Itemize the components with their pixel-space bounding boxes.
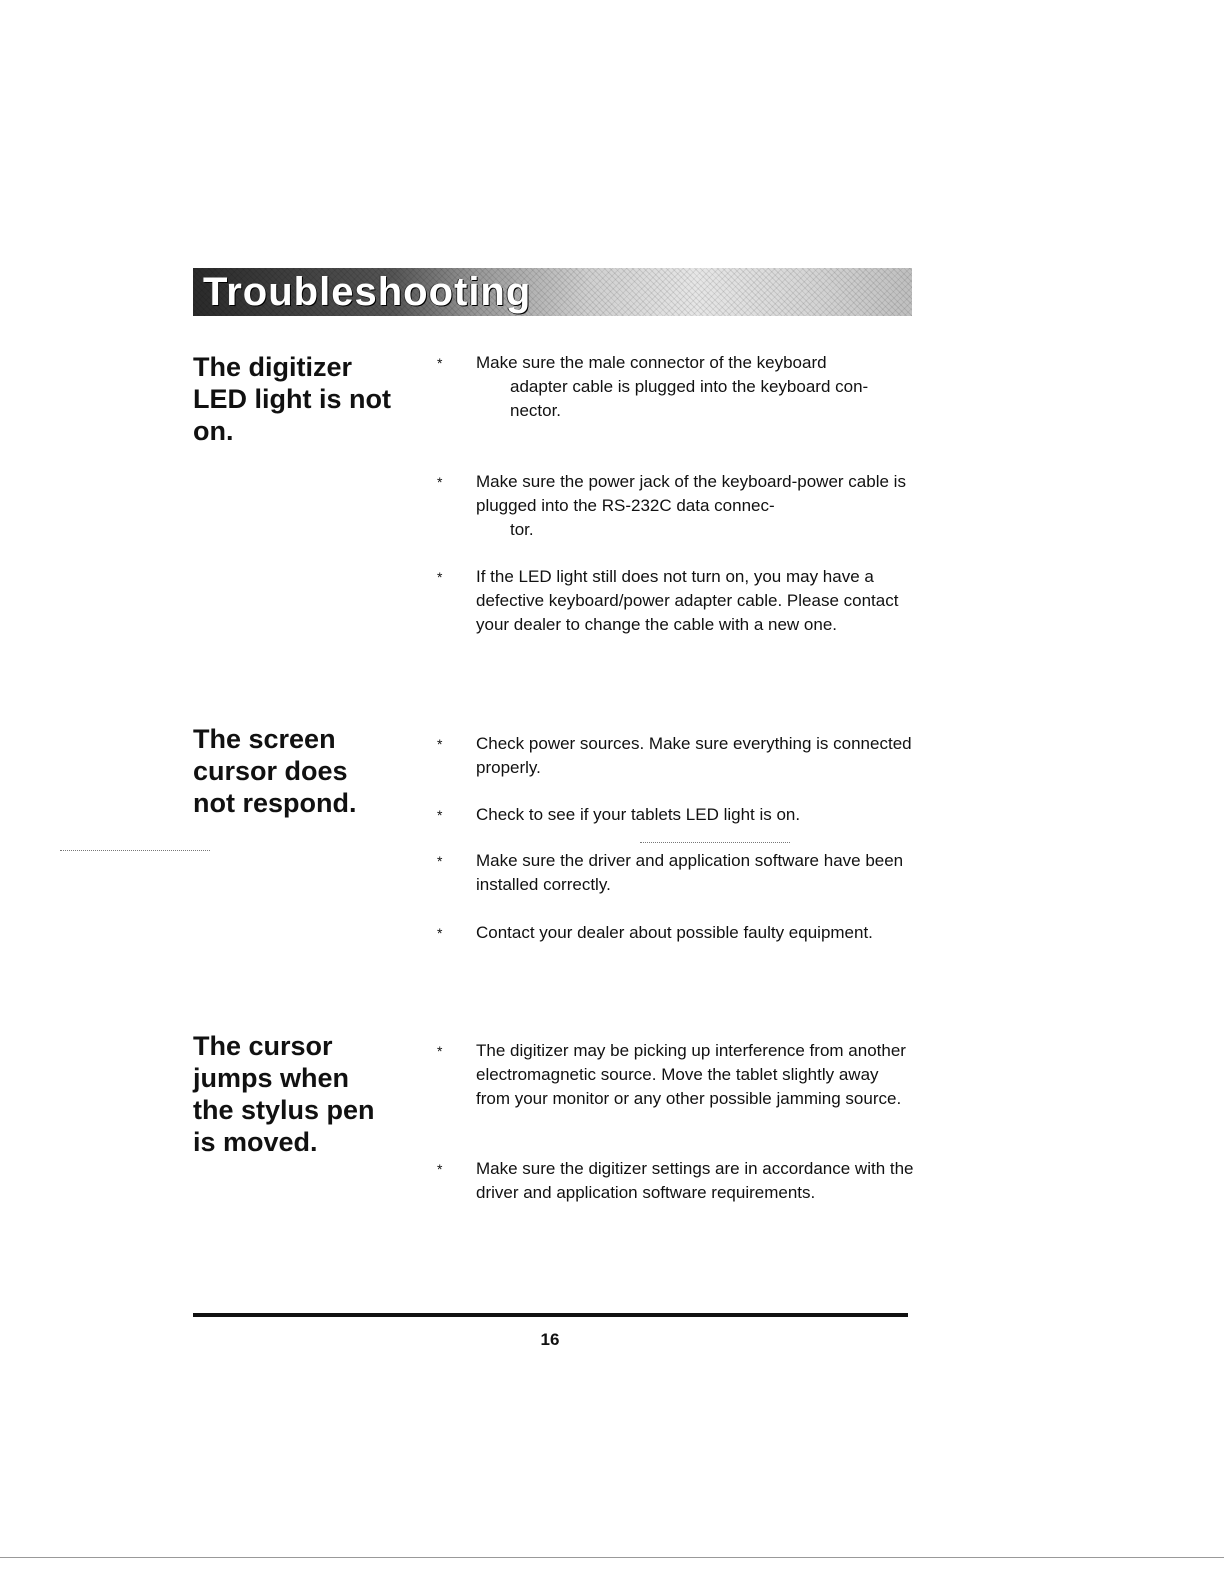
bullet-marker: * [437, 474, 443, 490]
section-banner [193, 268, 912, 316]
scan-speckle [60, 850, 210, 852]
bullet-item [437, 921, 917, 971]
bullet-marker: * [437, 853, 443, 869]
scan-edge-line [0, 1557, 1224, 1558]
bullet-marker: * [437, 355, 443, 371]
bullet-item [437, 565, 917, 665]
bullet-marker: * [437, 807, 443, 823]
bullet-marker: * [437, 569, 443, 585]
bullet-text: Check to see if your tablets LED light is on. [476, 805, 801, 824]
bullet-text: If the LED light still does not turn on, you may have a defective keyboard/power adapter cable. Please contact your dealer to change the cable with a new one. [476, 567, 899, 634]
bullet-text: Contact your dealer about possible faulty equipment. [476, 923, 873, 942]
bullet-item [437, 351, 917, 431]
bullet-text: Make sure the power jack of the keyboard-power cable is plugged into the RS-232C data connec- tor. [476, 472, 906, 539]
problem-heading-cursor-jumps: The cursor jumps when the stylus pen is moved. [193, 1031, 375, 1157]
scan-speckle [640, 842, 790, 844]
page-number: 16 [540, 1330, 560, 1349]
bullet-text: Make sure the male connector of the keyboard adapter cable is plugged into the keyboard con- nector. [476, 353, 869, 420]
bullet-item [437, 849, 917, 899]
footer-rule [193, 1313, 908, 1317]
bullet-marker: * [437, 925, 443, 941]
bullet-marker: * [437, 1161, 443, 1177]
bullet-item [437, 470, 917, 550]
bullet-marker: * [437, 1043, 443, 1059]
bullet-text: Make sure the digitizer settings are in accordance with the driver and application software requirements. [476, 1159, 914, 1202]
bullet-item [437, 1039, 917, 1139]
bullet-marker: * [437, 736, 443, 752]
bullet-text: The digitizer may be picking up interference from another electromagnetic source. Move the tablet slightly away from your monitor or any other possible jamming source. [476, 1041, 906, 1108]
bullet-item [437, 803, 917, 829]
section-title: Troubleshooting [203, 270, 532, 314]
bullet-text: Make sure the driver and application software have been installed correctly. [476, 851, 904, 894]
bullet-item [437, 1157, 917, 1207]
problem-heading-led: The digitizer LED light is not on. [193, 352, 391, 446]
bullet-text: Check power sources. Make sure everything is connected properly. [476, 734, 912, 777]
bullet-item [437, 732, 917, 782]
problem-heading-cursor-no-respond: The screen cursor does not respond. [193, 724, 357, 818]
